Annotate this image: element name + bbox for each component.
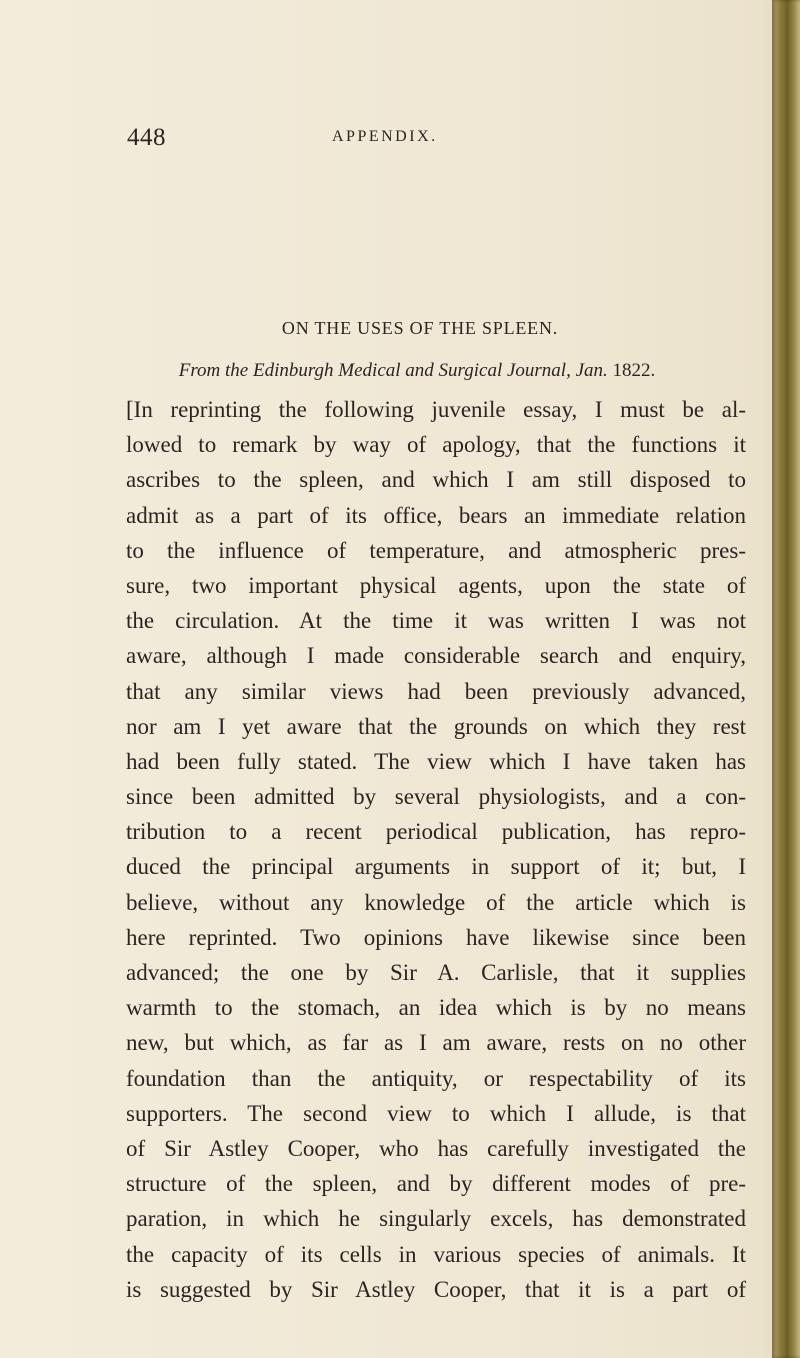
text-line: foundation than the antiquity, or respectability of its bbox=[126, 1065, 746, 1091]
text-line: duced the principal arguments in support of it; but, I bbox=[126, 854, 746, 880]
text-line: tribution to a recent periodical publication, has repro- bbox=[126, 819, 746, 845]
text-line: sure, two important physical agents, upon the state of bbox=[126, 572, 746, 598]
text-line: the circulation. At the time it was written I was not bbox=[126, 608, 746, 634]
running-head: APPENDIX. bbox=[332, 128, 438, 145]
text-line: to the influence of temperature, and atmospheric pres- bbox=[126, 537, 746, 563]
text-line: since been admitted by several physiologists, and a con- bbox=[126, 784, 746, 810]
text-line: supporters. The second view to which I allude, is that bbox=[126, 1100, 746, 1126]
text-line: of Sir Astley Cooper, who has carefully investigated the bbox=[126, 1135, 746, 1161]
text-line: warmth to the stomach, an idea which is by no means bbox=[126, 995, 746, 1021]
text-line: admit as a part of its office, bears an immediate relation bbox=[126, 502, 746, 528]
body-text bbox=[126, 392, 746, 1307]
article-title: ON THE USES OF THE SPLEEN. bbox=[281, 318, 559, 338]
text-line: lowed to remark by way of apology, that the functions it bbox=[126, 432, 746, 458]
text-line: had been fully stated. The view which I have taken has bbox=[126, 748, 746, 774]
text-line: new, but which, as far as I am aware, rests on no other bbox=[126, 1030, 746, 1056]
article-source bbox=[0, 360, 780, 382]
text-line: aware, although I made considerable search and enquiry, bbox=[126, 643, 746, 669]
text-line: nor am I yet aware that the grounds on which they rest bbox=[126, 713, 746, 739]
source-year: 1822. bbox=[612, 360, 656, 381]
page-number: 448 bbox=[127, 124, 166, 151]
page-header bbox=[0, 124, 780, 158]
source-journal: From the Edinburgh Medical and Surgical Journal, Jan. bbox=[178, 360, 608, 381]
text-line: advanced; the one by Sir A. Carlisle, that it supplies bbox=[126, 960, 746, 985]
text-line: here reprinted. Two opinions have likewise since been bbox=[126, 924, 746, 950]
text-line: ascribes to the spleen, and which I am still disposed to bbox=[126, 467, 746, 493]
text-line: that any similar views had been previously advanced, bbox=[126, 678, 746, 704]
text-line: structure of the spleen, and by different modes of pre- bbox=[126, 1171, 746, 1197]
page-edge bbox=[772, 0, 800, 1358]
text-line: paration, in which he singularly excels, has demonstrated bbox=[126, 1206, 746, 1232]
text-line: [In reprinting the following juvenile essay, I must be al- bbox=[126, 397, 746, 422]
text-line: is suggested by Sir Astley Cooper, that it is a part of bbox=[126, 1276, 746, 1302]
text-line: believe, without any knowledge of the article which is bbox=[126, 889, 746, 915]
text-line: the capacity of its cells in various species of animals. It bbox=[126, 1241, 746, 1267]
